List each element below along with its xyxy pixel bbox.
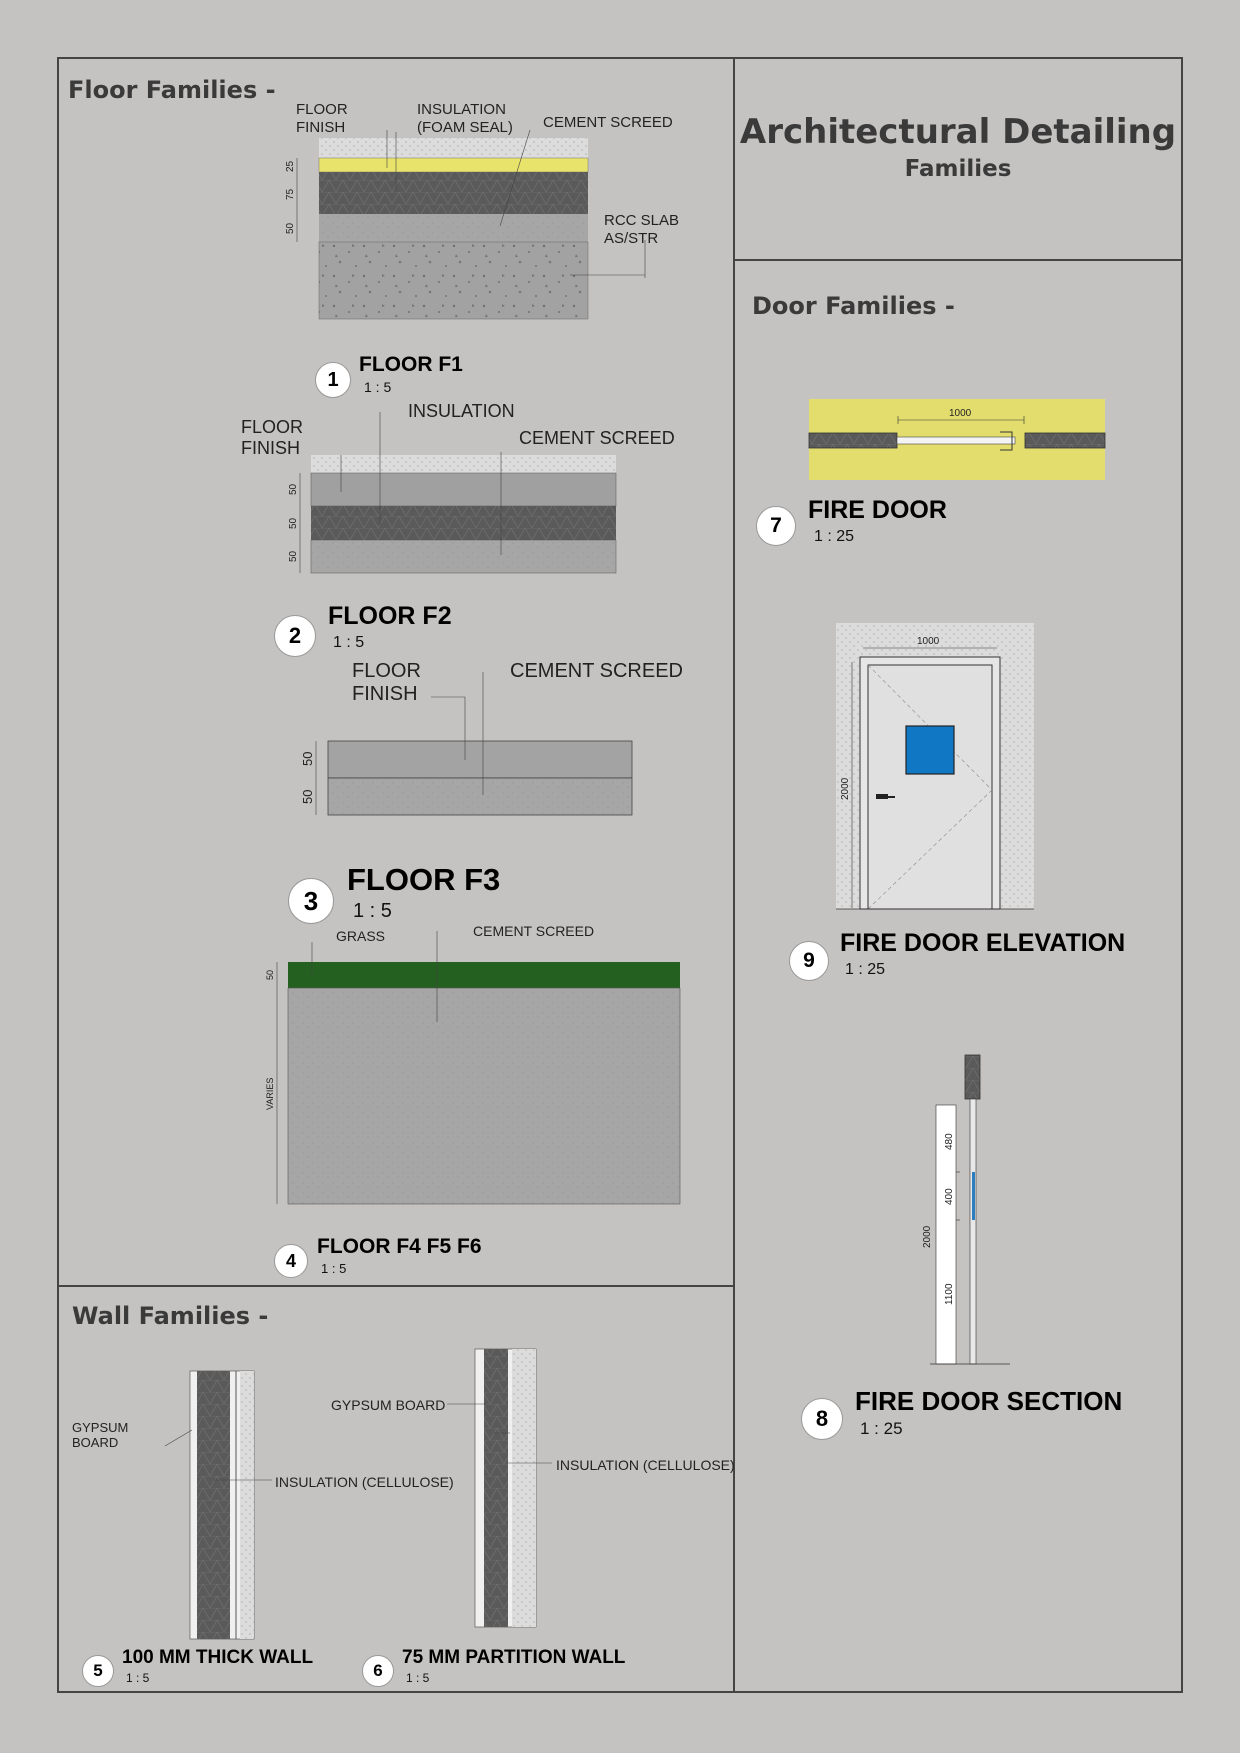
wall-families-heading: Wall Families -: [72, 1302, 269, 1330]
svg-text:50: 50: [288, 550, 299, 562]
f4-title: FLOOR F4 F5 F6: [317, 1235, 482, 1258]
sheet-title: Architectural Detailing: [739, 112, 1177, 152]
wall75-scale: 1 : 5: [406, 1671, 430, 1685]
svg-text:1100: 1100: [944, 1283, 955, 1305]
wall100-scale: 1 : 5: [126, 1671, 150, 1685]
svg-text:50: 50: [300, 789, 315, 804]
wall100-title: 100 MM THICK WALL: [122, 1647, 314, 1668]
f2-number-badge: 2: [274, 615, 316, 657]
wall75-number-badge: 6: [362, 1655, 394, 1687]
f1-label-finish: FLOOR FINISH: [296, 101, 348, 136]
svg-text:2000: 2000: [840, 777, 851, 800]
f4-number-badge: 4: [274, 1244, 308, 1278]
svg-text:50: 50: [288, 483, 299, 495]
wall100-label-insulation: INSULATION (CELLULOSE): [275, 1474, 454, 1490]
svg-text:1000: 1000: [917, 636, 940, 647]
door-families-heading: Door Families -: [752, 292, 955, 320]
f4-label-grass: GRASS: [336, 928, 386, 944]
wall100-label-gypsum: GYPSUM BOARD: [72, 1420, 129, 1450]
f3-title: FLOOR F3: [347, 862, 501, 897]
f2-label-insulation: INSULATION: [408, 401, 515, 421]
svg-text:400: 400: [944, 1188, 955, 1205]
svg-text:2000: 2000: [922, 1225, 933, 1248]
f3-label-screed: CEMENT SCREED: [510, 660, 683, 682]
fire-door-elev-title: FIRE DOOR ELEVATION: [840, 929, 1126, 957]
floor-families-heading: Floor Families -: [68, 76, 276, 104]
svg-text:75: 75: [285, 188, 296, 200]
f4-scale: 1 : 5: [321, 1261, 347, 1276]
floor-f1-drawing: [285, 130, 645, 319]
f1-label-slab: RCC SLAB AS/STR: [604, 212, 680, 247]
f2-scale: 1 : 5: [333, 634, 365, 651]
f1-title: FLOOR F1: [359, 353, 463, 376]
svg-text:50: 50: [285, 222, 296, 234]
svg-text:25: 25: [285, 160, 296, 172]
fire-door-number-badge: 7: [756, 506, 796, 546]
f2-label-screed: CEMENT SCREED: [519, 428, 675, 448]
fire-door-plan-drawing: [809, 399, 1105, 480]
f1-label-insulation: INSULATION (FOAM SEAL): [417, 101, 513, 136]
wall75-label-gypsum: GYPSUM BOARD: [331, 1397, 446, 1413]
wall75-label-insulation: INSULATION (CELLULOSE): [556, 1457, 735, 1473]
f3-label-finish: FLOOR FINISH: [352, 660, 421, 705]
svg-text:1000: 1000: [949, 408, 972, 419]
f4-label-screed: CEMENT SCREED: [473, 923, 595, 939]
f2-title: FLOOR F2: [328, 602, 452, 630]
f2-label-finish: FLOOR FINISH: [241, 417, 304, 458]
floor-f4-drawing: [265, 931, 680, 1204]
f1-scale: 1 : 5: [364, 379, 392, 395]
wall100-number-badge: 5: [82, 1655, 114, 1687]
fire-door-section-scale: 1 : 25: [860, 1419, 903, 1438]
f3-number-badge: 3: [288, 878, 334, 924]
svg-text:50: 50: [265, 969, 275, 980]
f1-number-badge: 1: [315, 362, 351, 398]
fire-door-scale: 1 : 25: [814, 528, 855, 545]
sheet-subtitle: Families: [904, 156, 1012, 182]
svg-text:VARIES: VARIES: [265, 1077, 275, 1110]
f3-scale: 1 : 5: [353, 900, 392, 922]
wall-100-drawing: [165, 1371, 272, 1639]
fire-door-section-number-badge: 8: [801, 1398, 843, 1440]
svg-text:50: 50: [300, 751, 315, 766]
floor-f3-drawing: [300, 672, 632, 815]
fire-door-section-title: FIRE DOOR SECTION: [855, 1386, 1123, 1416]
fire-door-elev-scale: 1 : 25: [845, 961, 886, 978]
svg-text:480: 480: [944, 1133, 955, 1150]
f1-label-screed: CEMENT SCREED: [543, 114, 673, 131]
wall-75-drawing: [447, 1349, 552, 1627]
svg-text:50: 50: [288, 517, 299, 529]
fire-door-section-drawing: [922, 1055, 1010, 1364]
wall75-title: 75 MM PARTITION WALL: [402, 1647, 626, 1668]
fire-door-elev-number-badge: 9: [789, 941, 829, 981]
fire-door-title: FIRE DOOR: [808, 496, 947, 524]
fire-door-elevation-drawing: [836, 623, 1034, 909]
